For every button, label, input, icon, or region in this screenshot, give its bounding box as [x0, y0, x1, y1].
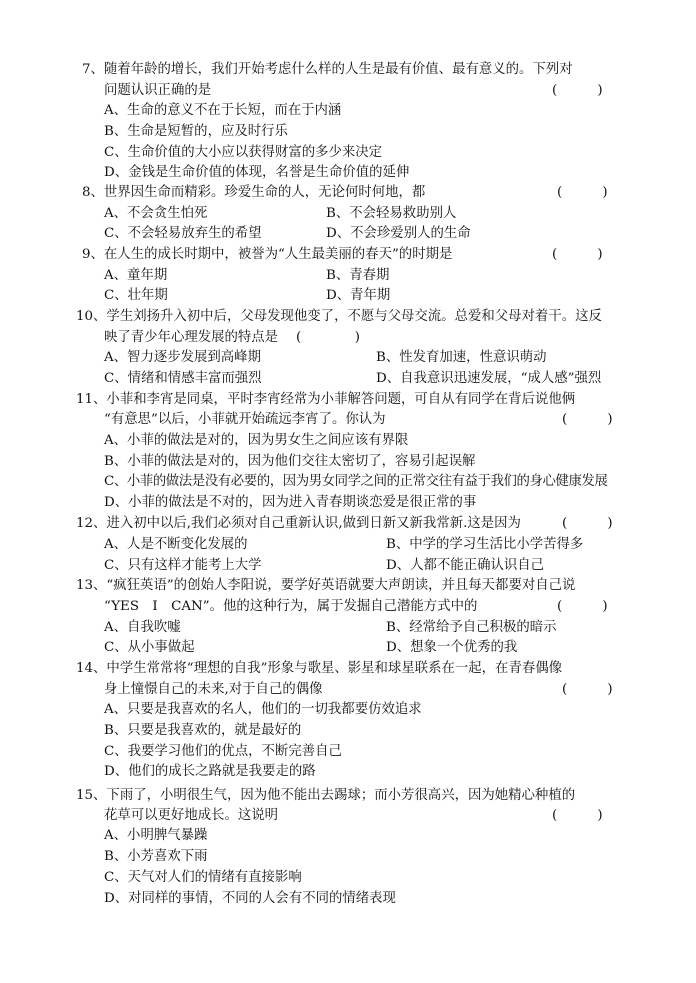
question-7-option-d: D、金钱是生命价值的体现，名誉是生命价值的延伸	[104, 165, 410, 180]
question-15-stem-line2: 花草可以更好地成长。这说明	[104, 808, 279, 823]
question-11-option-b: B、小菲的做法是对的，因为他们交往太密切了，容易引起误解	[104, 454, 476, 469]
question-7-stem-line2: 问题认识正确的是	[104, 83, 212, 98]
question-12-option-d: D、人都不能正确认识自己	[386, 558, 545, 573]
question-14-option-a: A、只要是我喜欢的名人，他们的一切我都要仿效追求	[104, 702, 422, 717]
question-12-option-a: A、人是不断变化发展的	[104, 537, 248, 552]
question-8-option-d: D、不会珍爱别人的生命	[326, 226, 471, 241]
question-15-stem-line1: 15、下雨了，小明很生气，因为他不能出去踢球；而小芳很高兴，因为她精心种植的	[76, 788, 576, 803]
question-10-option-a: A、智力逐步发展到高峰期	[104, 350, 261, 365]
question-9-option-b: B、青春期	[326, 268, 390, 283]
question-13-option-b: B、经常给予自己积极的暗示	[386, 620, 557, 635]
question-10-answer-blank: ( )	[296, 330, 361, 345]
question-11-option-a: A、小菲的做法是对的，因为男女生之间应该有界限	[104, 433, 409, 448]
question-7-option-b: B、生命是短暂的，应及时行乐	[104, 124, 288, 139]
question-14-option-d: D、他们的成长之路就是我要走的路	[104, 764, 316, 779]
question-10-stem-line2: 映了青少年心理发展的特点是	[104, 330, 279, 345]
question-9-answer-blank: ( )	[552, 247, 603, 262]
question-7-option-c: C、生命价值的大小应以获得财富的多少来决定	[104, 145, 383, 160]
question-14-option-c: C、我要学习他们的优点，不断完善自己	[104, 744, 342, 759]
question-13-answer-blank: ( )	[557, 599, 608, 614]
question-14-stem-line1: 14、中学生常常将“理想的自我”形象与歌星、影星和球星联系在一起，在青春偶像	[76, 661, 563, 676]
question-15-answer-blank: ( )	[552, 808, 603, 823]
question-14-stem-line2: 身上憧憬自己的未来,对于自己的偶像	[104, 682, 323, 697]
question-13-option-d: D、想象一个优秀的我	[386, 640, 518, 655]
question-11-stem-line2: “有意思”以后，小菲就开始疏远李宵了。你认为	[104, 412, 386, 427]
question-12-option-b: B、中学的学习生活比小学苦得多	[386, 537, 584, 552]
question-9-stem-line1: 9、在人生的成长时期中，被誉为“人生最美丽的春天”的时期是	[82, 247, 453, 262]
question-9-option-d: D、青年期	[326, 288, 391, 303]
question-9-option-c: C、壮年期	[104, 288, 168, 303]
question-7-option-a: A、生命的意义不在于长短，而在于内涵	[104, 103, 342, 118]
question-11-option-c: C、小菲的做法是没有必要的，因为男女同学之间的正常交往有益于我们的身心健康发展	[104, 474, 608, 489]
question-7-answer-blank: ( )	[552, 83, 603, 98]
question-11-answer-blank: ( )	[562, 412, 613, 427]
question-8-option-a: A、不会贪生怕死	[104, 206, 208, 221]
question-12-stem-line1: 12、进入初中以后,我们必须对自己重新认识,做到日新又新我常新.这是因为	[76, 516, 521, 531]
question-13-option-a: A、自我吹嘘	[104, 620, 181, 635]
question-13-stem-line1: 13、“疯狂英语”的创始人李阳说，要学好英语就要大声朗读，并且每天都要对自己说	[76, 578, 576, 593]
question-13-stem-line2: “YES I CAN”。他的这种行为，属于发掘自己潜能方式中的	[104, 599, 478, 614]
question-15-option-b: B、小芳喜欢下雨	[104, 849, 208, 864]
question-14-answer-blank: ( )	[562, 682, 613, 697]
question-9-option-a: A、童年期	[104, 268, 168, 283]
question-10-option-c: C、情绪和情感丰富而强烈	[104, 371, 262, 386]
question-12-answer-blank: ( )	[562, 516, 613, 531]
question-8-option-c: C、不会轻易放弃生的希望	[104, 226, 262, 241]
question-10-stem-line1: 10、学生刘扬升入初中后，父母发现他变了，不愿与父母交流。总爱和父母对着干。这反	[76, 309, 602, 324]
question-8-stem-line1: 8、世界因生命而精彩。珍爱生命的人，无论何时何地，都	[82, 185, 426, 200]
question-12-option-c: C、只有这样才能考上大学	[104, 558, 262, 573]
question-15-option-d: D、对同样的事情，不同的人会有不同的情绪表现	[104, 891, 396, 906]
question-11-stem-line1: 11、小菲和李宵是同桌，平时李宵经常为小菲解答问题，可自从有同学在背后说他俩	[76, 392, 576, 407]
question-11-option-d: D、小菲的做法是不对的，因为进入青春期谈恋爱是很正常的事	[104, 495, 477, 510]
question-13-option-c: C、从小事做起	[104, 640, 195, 655]
question-15-option-c: C、天气对人们的情绪有直接影响	[104, 870, 302, 885]
question-14-option-b: B、只要是我喜欢的，就是最好的	[104, 723, 302, 738]
question-10-option-d: D、自我意识迅速发展，“成人感”强烈	[376, 371, 602, 386]
question-10-option-b: B、性发育加速，性意识萌动	[376, 350, 547, 365]
question-8-option-b: B、不会轻易救助别人	[326, 206, 457, 221]
question-8-answer-blank: ( )	[557, 185, 608, 200]
question-7-stem-line1: 7、随着年龄的增长，我们开始考虑什么样的人生是最有价值、最有意义的。下列对	[82, 62, 573, 77]
question-15-option-a: A、小明脾气暴躁	[104, 828, 208, 843]
